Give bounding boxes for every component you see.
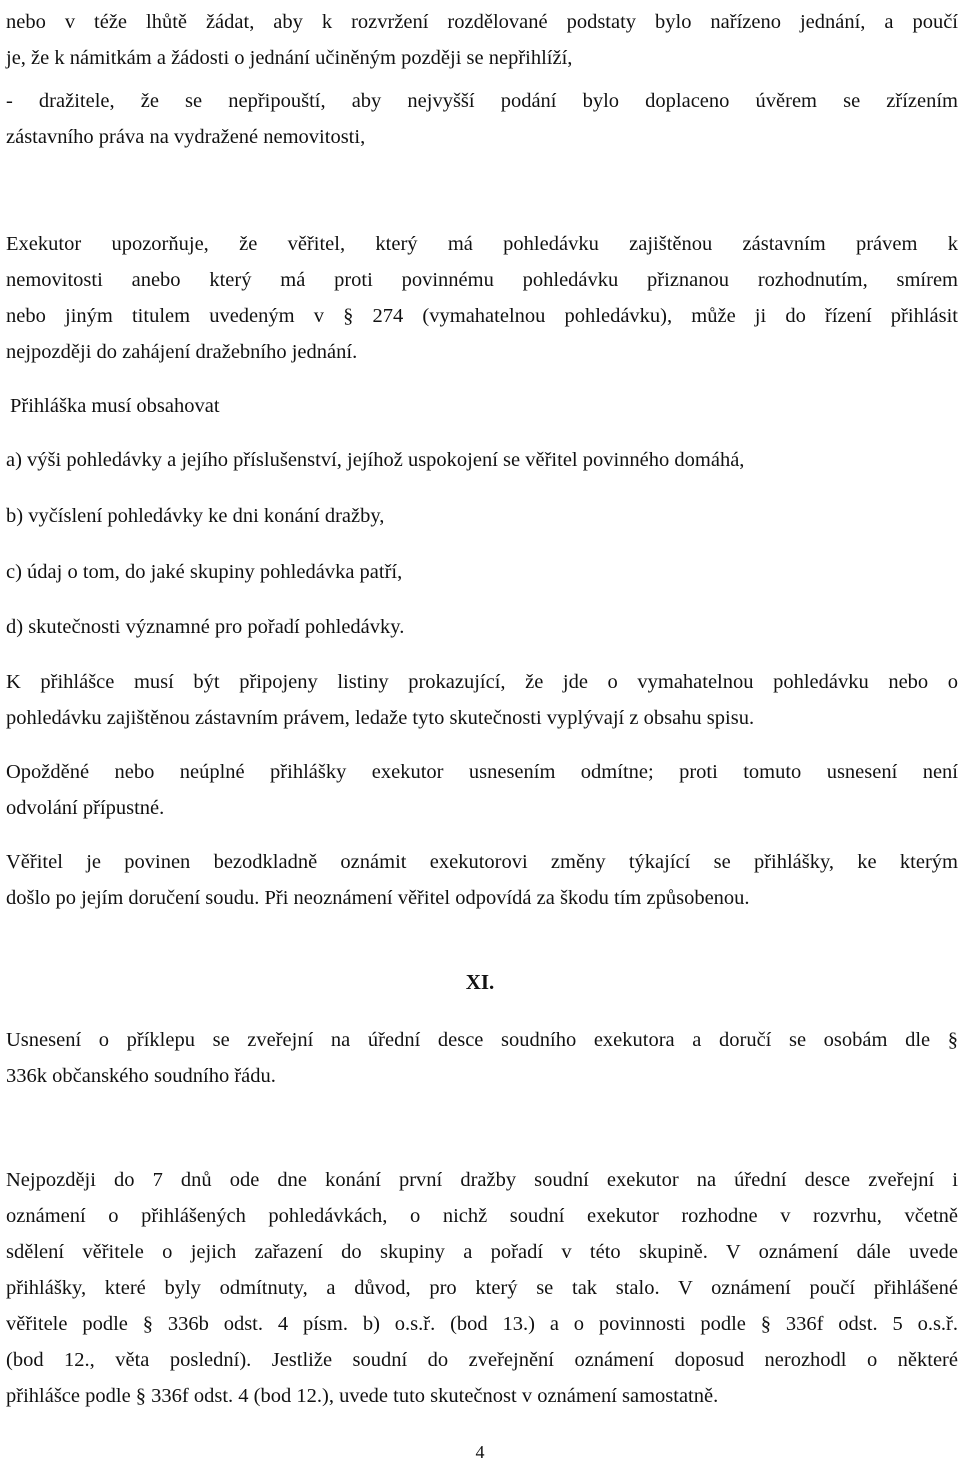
paragraph-application-intro bbox=[6, 388, 958, 424]
text-line: sdělení věřitele o jejich zařazení do skupiny a pořadí v této skupině. V oznámení dále uvede bbox=[6, 1241, 958, 1263]
text-line: pohledávku zajištěnou zástavním právem, ledaže tyto skutečnosti vyplývají z obsahu spisu. bbox=[6, 707, 755, 729]
text-line: Exekutor upozorňuje, že věřitel, který má pohledávku zajištěnou zástavním právem k bbox=[6, 233, 958, 255]
text-line: (bod 12., věta poslední). Jestliže soudní do zveřejnění oznámení doposud nerozhodl o některé bbox=[6, 1349, 958, 1371]
page-number: 4 bbox=[475, 1442, 485, 1462]
text-line: Přihláška musí obsahovat bbox=[10, 395, 220, 417]
list-item-a bbox=[6, 442, 958, 478]
text-line: nebo v téže lhůtě žádat, aby k rozvržení rozdělované podstaty bylo nařízeno jednání, a poučí bbox=[6, 11, 958, 33]
text-line: nebo jiným titulem uvedeným v § 274 (vymahatelnou pohledávku), může ji do řízení přihlásit bbox=[6, 305, 958, 327]
paragraph-appeal-notice bbox=[6, 4, 958, 76]
list-item-c bbox=[6, 554, 958, 590]
text-line: - dražitele, že se nepřipouští, aby nejvyšší podání bylo doplaceno úvěrem se zřízením bbox=[6, 90, 958, 112]
text-line: oznámení o přihlášených pohledávkách, o nichž soudní exekutor rozhodne v rozvrhu, včetně bbox=[6, 1205, 958, 1227]
text-line: věřitele podle § 336b odst. 4 písm. b) o.s.ř. (bod 13.) a o povinnosti podle § 336f odst. 5 o.s.ř. bbox=[6, 1313, 958, 1335]
text-line: Nejpozději do 7 dnů ode dne konání první dražby soudní exekutor na úřední desce zveřejní i bbox=[6, 1169, 958, 1191]
paragraph-announcement bbox=[6, 1162, 958, 1414]
text-line: je, že k námitkám a žádosti o jednání učiněným později se nepřihlíží, bbox=[6, 47, 573, 69]
text-line: nemovitosti anebo který má proti povinnému pohledávku přiznanou rozhodnutím, smírem bbox=[6, 269, 958, 291]
paragraph-executor-notice bbox=[6, 226, 958, 370]
text-line: došlo po jejím doručení soudu. Při neoznámení věřitel odpovídá za škodu tím způsobenou. bbox=[6, 887, 750, 909]
list-item-d bbox=[6, 609, 958, 645]
paragraph-creditor-duty bbox=[6, 844, 958, 916]
paragraph-attachments bbox=[6, 664, 958, 736]
text-line: Usnesení o příklepu se zveřejní na úřední desce soudního exekutora a doručí se osobám dle § bbox=[6, 1029, 958, 1051]
paragraph-publication bbox=[6, 1022, 958, 1094]
text-line: Opožděné nebo neúplné přihlášky exekutor usnesením odmítne; proti tomuto usnesení není bbox=[6, 761, 958, 783]
text-line: přihlášky, které byly odmítnuty, a důvod, pro který se tak stalo. V oznámení poučí přihlášené bbox=[6, 1277, 958, 1299]
text-line: Věřitel je povinen bezodkladně oznámit exekutorovi změny týkající se přihlášky, ke kterým bbox=[6, 851, 958, 873]
list-item-b bbox=[6, 498, 958, 534]
text-line: K přihlášce musí být připojeny listiny prokazující, že jde o vymahatelnou pohledávku nebo o bbox=[6, 671, 958, 693]
text-line: nejpozději do zahájení dražebního jednání. bbox=[6, 341, 358, 363]
text-line: c) údaj o tom, do jaké skupiny pohledávka patří, bbox=[6, 561, 403, 583]
section-heading: XI. bbox=[465, 970, 495, 994]
text-line: přihlášce podle § 336f odst. 4 (bod 12.), uvede tuto skutečnost v oznámení samostatně. bbox=[6, 1385, 719, 1407]
text-line: odvolání přípustné. bbox=[6, 797, 165, 819]
paragraph-late-applications bbox=[6, 754, 958, 826]
text-line: d) skutečnosti významné pro pořadí pohledávky. bbox=[6, 616, 405, 638]
text-line: zástavního práva na vydražené nemovitosti, bbox=[6, 126, 366, 148]
text-line: 336k občanského soudního řádu. bbox=[6, 1065, 276, 1087]
text-line: a) výši pohledávky a jejího příslušenství, jejíhož uspokojení se věřitel povinného domáhá, bbox=[6, 449, 745, 471]
text-line: b) vyčíslení pohledávky ke dni konání dražby, bbox=[6, 505, 385, 527]
paragraph-bidder-notice bbox=[6, 83, 958, 155]
